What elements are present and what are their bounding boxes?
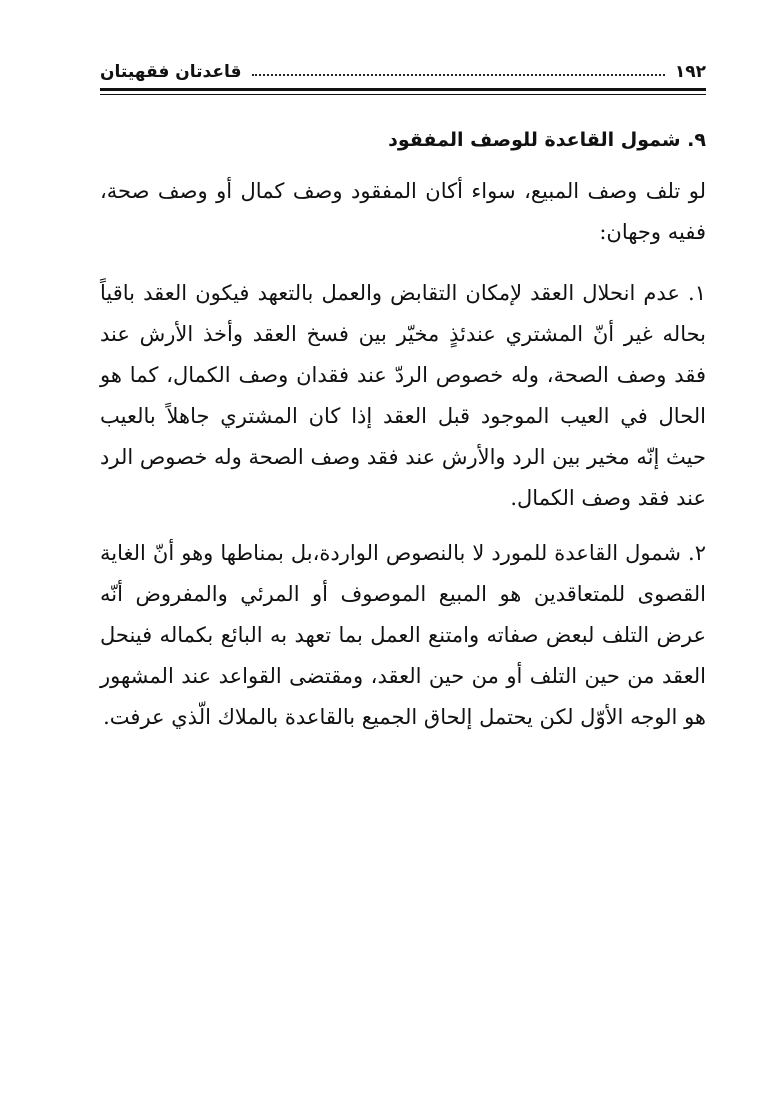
intro-paragraph: لو تلف وصف المبيع، سواء أكان المفقود وصف كمال أو وصف صحة، ففيه وجهان: xyxy=(100,179,706,244)
page-number: ١٩٢ xyxy=(674,62,706,82)
document-page xyxy=(100,52,706,738)
point-one-paragraph: ١. عدم انحلال العقد لإمكان التقابض والعمل بالتعهد فيكون العقد باقياً بحاله غير أنّ المشتري عندئذٍ مخيّر بين فسخ العقد وأخذ الأرش عند فقد وصف الصحة، وله خصوص الردّ عند فقدان وصف الكمال، كما هو الحال في العيب الموجود قبل العقد إذا كان المشتري جاهلاً بالعيب حيث إنّه مخير بين الرد والأرش عند فقد وصف الصحة وله خصوص الرد عند فقد وصف الكمال. xyxy=(100,281,707,510)
running-header xyxy=(100,52,706,82)
point-two-paragraph: ٢. شمول القاعدة للمورد لا بالنصوص الواردة،بل بمناطها وهو أنّ الغاية القصوى للمتعاقدين هو المبيع الموصوف أو المرئي والمفروض أنّه عرض التلف لبعض صفاته وامتنع العمل بما تعهد به البائع بكماله فينحل العقد من حين التلف أو من حين العقد، ومقتضى القواعد عند المشهور هو الوجه الأوّل لكن يحتمل إلحاق الجميع بالقاعدة بالملاك الّذي عرفت. xyxy=(100,541,706,729)
section-heading: ٩. شمول القاعدة للوصف المفقود xyxy=(388,129,706,151)
leader-dots xyxy=(252,74,665,76)
header-rule-thick xyxy=(100,88,706,91)
book-title: قاعدتان فقهيتان xyxy=(100,62,242,82)
header-rule-thin xyxy=(100,94,706,95)
